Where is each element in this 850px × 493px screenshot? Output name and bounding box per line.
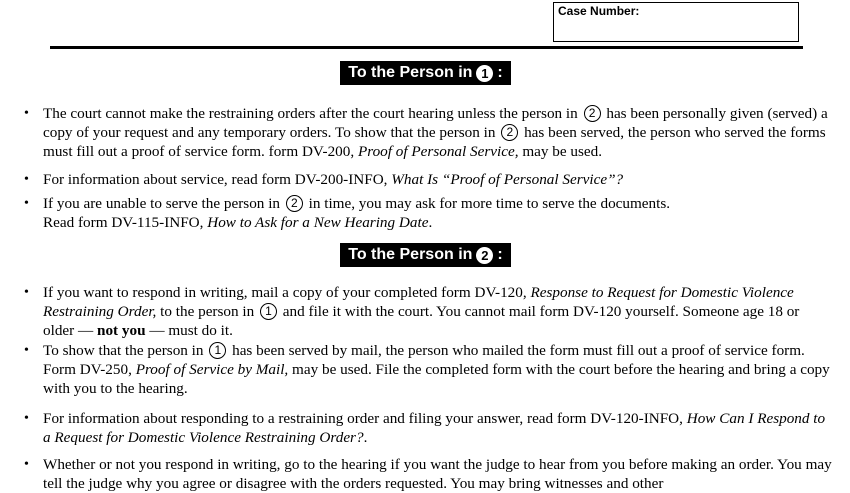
text: in time, you may ask for more time to serve the documents. — [308, 195, 671, 212]
text: . — [428, 214, 433, 231]
text: has been personally given (served) a copy of your request and any temporary orders. To show that the person in — [43, 105, 828, 141]
list-item — [24, 194, 833, 232]
text: has been served by mail, the person who mailed the form must fill out a proof of service form. Form DV-250, — [43, 342, 805, 378]
text: If you want to respond in writing, mail a copy of your completed form DV-120, — [43, 284, 527, 301]
circled-number: 2 — [584, 105, 601, 122]
form-title: Proof of Service by Mail, — [135, 361, 289, 378]
bullet-icon: • — [24, 196, 29, 211]
list-item — [24, 283, 833, 340]
banner-2-text: To the Person in — [348, 246, 473, 263]
list-item — [24, 341, 833, 398]
text: Read form DV-115-INFO, — [43, 214, 204, 231]
form-title: Response to Request for Domestic Violence Restraining Order, — [43, 284, 794, 320]
bullet-icon: • — [24, 172, 29, 187]
text: For information about service, read form DV-200-INFO, — [43, 171, 388, 188]
bullet-icon: • — [24, 411, 29, 426]
banner-2-colon: : — [497, 246, 503, 263]
circled-number: 2 — [476, 247, 493, 264]
emphasis: not you — [97, 322, 146, 339]
text: Whether or not you respond in writing, go to the hearing if you want the judge to hear from you before making an order. You may tell the judge why you agree or disagree with the orders requested. You may bring witnesses and other — [43, 456, 832, 492]
text: The court cannot make the restraining orders after the court hearing unless the person in — [43, 105, 578, 122]
case-number-label: Case Number: — [558, 4, 640, 18]
bullet-icon: • — [24, 343, 29, 358]
banner-1-text: To the Person in — [348, 64, 473, 81]
form-title: How Can I Respond to a Request for Domestic Violence Restraining Order? — [43, 410, 826, 446]
header-rule — [50, 46, 803, 49]
text: If you are unable to serve the person in — [43, 195, 281, 212]
text: may be used. — [522, 143, 603, 160]
form-title: Proof of Personal Service, — [357, 143, 519, 160]
banner-person-2 — [340, 243, 511, 267]
form-title: What Is “Proof of Personal Service”? — [391, 171, 624, 188]
circled-number: 1 — [476, 65, 493, 82]
bullet-icon: • — [24, 457, 29, 472]
list-item — [24, 455, 833, 493]
bullet-icon: • — [24, 285, 29, 300]
list-item — [24, 104, 833, 161]
circled-number: 2 — [501, 124, 518, 141]
text: — must do it. — [149, 322, 233, 339]
banner-1-colon: : — [497, 64, 503, 81]
text: . — [363, 429, 368, 446]
text: and file it with the court. You cannot mail form DV-120 yourself. Someone age 18 or older — — [43, 303, 800, 339]
text: To show that the person in — [43, 342, 204, 359]
text: For information about responding to a restraining order and filing your answer, read form DV-120-INFO, — [43, 410, 683, 427]
text: has been served, the person who served the forms must fill out a proof of service form. form DV-200, — [43, 124, 826, 160]
case-number-box[interactable] — [553, 2, 799, 42]
text: to the person in — [160, 303, 255, 320]
form-title: How to Ask for a New Hearing Date — [207, 214, 429, 231]
circled-number: 1 — [260, 303, 277, 320]
list-item — [24, 170, 833, 189]
circled-number: 1 — [209, 342, 226, 359]
list-item — [24, 409, 833, 447]
text: may be used. File the completed form with the court before the hearing and bring a copy with you to the hearing. — [43, 361, 830, 397]
bullet-icon: • — [24, 106, 29, 121]
circled-number: 2 — [286, 195, 303, 212]
banner-person-1 — [340, 61, 511, 85]
